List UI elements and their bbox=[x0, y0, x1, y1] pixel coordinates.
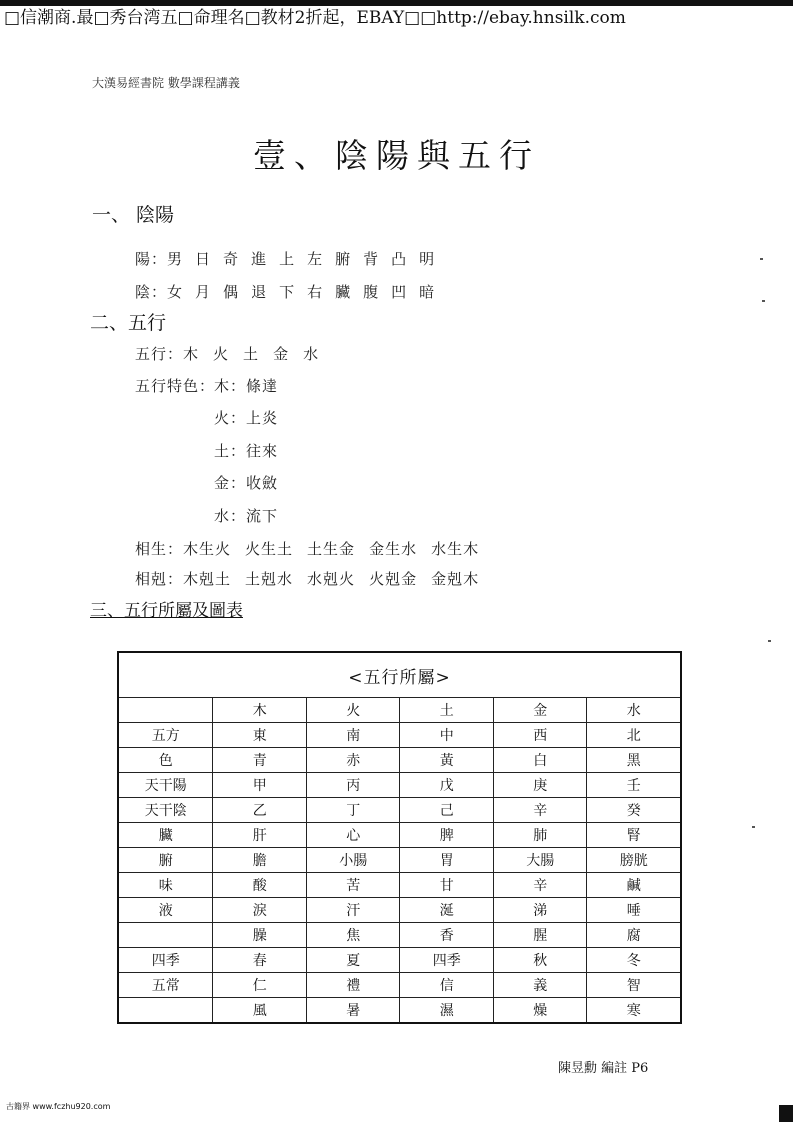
ke-items bbox=[183, 570, 493, 588]
inline-term: 火剋金 bbox=[369, 570, 418, 588]
table-row bbox=[118, 898, 681, 923]
wuxing-items bbox=[183, 345, 333, 363]
wuxing-list-label: 五行： bbox=[135, 345, 184, 363]
table-cell: 信 bbox=[400, 973, 494, 998]
yin-line bbox=[135, 281, 447, 302]
table-row bbox=[118, 873, 681, 898]
row-label: 天干陰 bbox=[118, 798, 213, 823]
table-cell: 黃 bbox=[400, 748, 494, 773]
table-row bbox=[118, 848, 681, 873]
inline-term: 男 bbox=[167, 250, 184, 268]
trait-text: 往來 bbox=[246, 442, 279, 460]
yin-label: 陰： bbox=[135, 283, 168, 301]
sheng-line bbox=[135, 538, 493, 559]
table-cell: 腎 bbox=[587, 823, 681, 848]
table-cell: 肺 bbox=[493, 823, 587, 848]
section-heading-yinyang: 一、 陰陽 bbox=[92, 204, 175, 226]
table-cell: 夏 bbox=[306, 948, 400, 973]
table-cell: 義 bbox=[493, 973, 587, 998]
row-label: 五方 bbox=[118, 723, 213, 748]
table-cell: 酸 bbox=[213, 873, 307, 898]
table-cell: 冬 bbox=[587, 948, 681, 973]
table-cell: 青 bbox=[213, 748, 307, 773]
yang-items bbox=[167, 250, 447, 268]
trait-element: 木： bbox=[214, 377, 247, 395]
inline-term: 上 bbox=[279, 250, 296, 268]
table-cell: 辛 bbox=[493, 873, 587, 898]
table-cell: 北 bbox=[587, 723, 681, 748]
ke-line bbox=[135, 568, 493, 589]
scan-speck bbox=[768, 640, 771, 642]
inline-term: 明 bbox=[419, 250, 436, 268]
column-header: 金 bbox=[493, 698, 587, 723]
table-cell: 甘 bbox=[400, 873, 494, 898]
table-cell: 臊 bbox=[213, 923, 307, 948]
table-cell: 赤 bbox=[306, 748, 400, 773]
column-header bbox=[118, 698, 213, 723]
table-cell: 鹹 bbox=[587, 873, 681, 898]
inline-term: 偶 bbox=[223, 283, 240, 301]
sheng-label: 相生： bbox=[135, 540, 184, 558]
table-cell: 唾 bbox=[587, 898, 681, 923]
row-label bbox=[118, 923, 213, 948]
row-label: 四季 bbox=[118, 948, 213, 973]
table-cell: 燥 bbox=[493, 998, 587, 1024]
column-header: 土 bbox=[400, 698, 494, 723]
table-row bbox=[118, 998, 681, 1024]
table-cell: 大腸 bbox=[493, 848, 587, 873]
table-cell: 春 bbox=[213, 948, 307, 973]
inline-term: 凸 bbox=[391, 250, 408, 268]
table-cell: 苦 bbox=[306, 873, 400, 898]
table-cell: 腥 bbox=[493, 923, 587, 948]
trait-element: 土： bbox=[214, 442, 247, 460]
inline-term: 左 bbox=[307, 250, 324, 268]
inline-term: 右 bbox=[307, 283, 324, 301]
table-cell: 心 bbox=[306, 823, 400, 848]
section-heading-table: 三、五行所屬及圖表 bbox=[90, 601, 243, 621]
table-row bbox=[118, 723, 681, 748]
table-cell: 暑 bbox=[306, 998, 400, 1024]
inline-term: 日 bbox=[195, 250, 212, 268]
table-header-row bbox=[118, 698, 681, 723]
page-title: 壹、陰陽與五行 bbox=[253, 136, 540, 175]
table-caption: <五行所屬> bbox=[118, 652, 681, 698]
table-cell: 香 bbox=[400, 923, 494, 948]
row-label: 臟 bbox=[118, 823, 213, 848]
table-cell: 腐 bbox=[587, 923, 681, 948]
table-cell: 肝 bbox=[213, 823, 307, 848]
table-cell: 己 bbox=[400, 798, 494, 823]
inline-term: 火 bbox=[213, 345, 230, 363]
table-cell: 戊 bbox=[400, 773, 494, 798]
inline-term: 水剋火 bbox=[307, 570, 356, 588]
inline-term: 凹 bbox=[391, 283, 408, 301]
table-cell: 中 bbox=[400, 723, 494, 748]
ke-label: 相剋： bbox=[135, 570, 184, 588]
inline-term: 腹 bbox=[363, 283, 380, 301]
inline-term: 水 bbox=[303, 345, 320, 363]
inline-term: 木生火 bbox=[183, 540, 232, 558]
trait-element: 火： bbox=[214, 409, 247, 427]
running-header: 大漢易經書院 數學課程講義 bbox=[92, 76, 240, 90]
table-cell: 東 bbox=[213, 723, 307, 748]
trait-text: 收斂 bbox=[246, 474, 279, 492]
table-cell: 乙 bbox=[213, 798, 307, 823]
table-cell: 甲 bbox=[213, 773, 307, 798]
inline-term: 下 bbox=[279, 283, 296, 301]
inline-term: 水生木 bbox=[431, 540, 480, 558]
table-cell: 庚 bbox=[493, 773, 587, 798]
trait-row bbox=[214, 472, 278, 493]
table-cell: 西 bbox=[493, 723, 587, 748]
site-watermark: 古籍界 www.fczhu920.com bbox=[6, 1102, 111, 1111]
watermark-banner: □信潮商.最□秀台湾五□命理名□教材2折起，EBAY□□http://ebay.hnsilk.com bbox=[4, 8, 626, 28]
yang-label: 陽： bbox=[135, 250, 168, 268]
table-cell: 寒 bbox=[587, 998, 681, 1024]
inline-term: 奇 bbox=[223, 250, 240, 268]
row-label: 五常 bbox=[118, 973, 213, 998]
inline-term: 金 bbox=[273, 345, 290, 363]
row-label: 腑 bbox=[118, 848, 213, 873]
table-cell: 淚 bbox=[213, 898, 307, 923]
table-cell: 黑 bbox=[587, 748, 681, 773]
trait-row bbox=[214, 440, 278, 461]
inline-term: 金剋木 bbox=[431, 570, 480, 588]
table-row bbox=[118, 948, 681, 973]
inline-term: 腑 bbox=[335, 250, 352, 268]
table-cell: 丁 bbox=[306, 798, 400, 823]
table-cell: 四季 bbox=[400, 948, 494, 973]
row-label: 液 bbox=[118, 898, 213, 923]
inline-term: 金生水 bbox=[369, 540, 418, 558]
section-heading-wuxing: 二、五行 bbox=[90, 312, 167, 334]
table-row bbox=[118, 748, 681, 773]
scan-speck bbox=[762, 300, 765, 302]
table-cell: 汗 bbox=[306, 898, 400, 923]
table-cell: 焦 bbox=[306, 923, 400, 948]
inline-term: 暗 bbox=[419, 283, 436, 301]
table-cell: 涕 bbox=[493, 898, 587, 923]
table-cell: 脾 bbox=[400, 823, 494, 848]
inline-term: 木剋土 bbox=[183, 570, 232, 588]
column-header: 水 bbox=[587, 698, 681, 723]
trait-text: 條達 bbox=[246, 377, 279, 395]
row-label bbox=[118, 998, 213, 1024]
wuxing-attributes-table bbox=[117, 651, 682, 1024]
inline-term: 土 bbox=[243, 345, 260, 363]
table-cell: 壬 bbox=[587, 773, 681, 798]
inline-term: 臟 bbox=[335, 283, 352, 301]
table-cell: 秋 bbox=[493, 948, 587, 973]
row-label: 味 bbox=[118, 873, 213, 898]
traits-label: 五行特色： bbox=[135, 377, 216, 395]
table-cell: 仁 bbox=[213, 973, 307, 998]
wuxing-list-line bbox=[135, 343, 333, 364]
inline-term: 進 bbox=[251, 250, 268, 268]
table-cell: 癸 bbox=[587, 798, 681, 823]
scan-edge-mark bbox=[779, 1105, 793, 1122]
inline-term: 火生土 bbox=[245, 540, 294, 558]
inline-term: 女 bbox=[167, 283, 184, 301]
scan-speck bbox=[752, 826, 755, 828]
row-label: 天干陽 bbox=[118, 773, 213, 798]
table-cell: 胃 bbox=[400, 848, 494, 873]
table-cell: 禮 bbox=[306, 973, 400, 998]
row-label: 色 bbox=[118, 748, 213, 773]
table-cell: 南 bbox=[306, 723, 400, 748]
table-row bbox=[118, 823, 681, 848]
table-cell: 智 bbox=[587, 973, 681, 998]
trait-row bbox=[214, 375, 278, 396]
trait-row bbox=[214, 505, 278, 526]
inline-term: 土生金 bbox=[307, 540, 356, 558]
table-row bbox=[118, 773, 681, 798]
table-cell: 小腸 bbox=[306, 848, 400, 873]
table-cell: 涎 bbox=[400, 898, 494, 923]
table-cell: 辛 bbox=[493, 798, 587, 823]
inline-term: 土剋水 bbox=[245, 570, 294, 588]
table-cell: 白 bbox=[493, 748, 587, 773]
yin-items bbox=[167, 283, 447, 301]
table-row bbox=[118, 798, 681, 823]
table-cell: 風 bbox=[213, 998, 307, 1024]
trait-element: 金： bbox=[214, 474, 247, 492]
page-footer: 陳昱勳 編註 P6 bbox=[558, 1061, 649, 1076]
trait-row bbox=[214, 407, 278, 428]
table-caption-row bbox=[118, 652, 681, 698]
trait-text: 上炎 bbox=[246, 409, 279, 427]
table-cell: 濕 bbox=[400, 998, 494, 1024]
table-row bbox=[118, 923, 681, 948]
table-cell: 膀胱 bbox=[587, 848, 681, 873]
table-row bbox=[118, 973, 681, 998]
inline-term: 木 bbox=[183, 345, 200, 363]
trait-element: 水： bbox=[214, 507, 247, 525]
trait-text: 流下 bbox=[246, 507, 279, 525]
yang-line bbox=[135, 248, 447, 269]
sheng-items bbox=[183, 540, 493, 558]
column-header: 火 bbox=[306, 698, 400, 723]
scan-speck bbox=[760, 258, 763, 260]
inline-term: 退 bbox=[251, 283, 268, 301]
inline-term: 月 bbox=[195, 283, 212, 301]
table-cell: 膽 bbox=[213, 848, 307, 873]
table-cell: 丙 bbox=[306, 773, 400, 798]
inline-term: 背 bbox=[363, 250, 380, 268]
column-header: 木 bbox=[213, 698, 307, 723]
